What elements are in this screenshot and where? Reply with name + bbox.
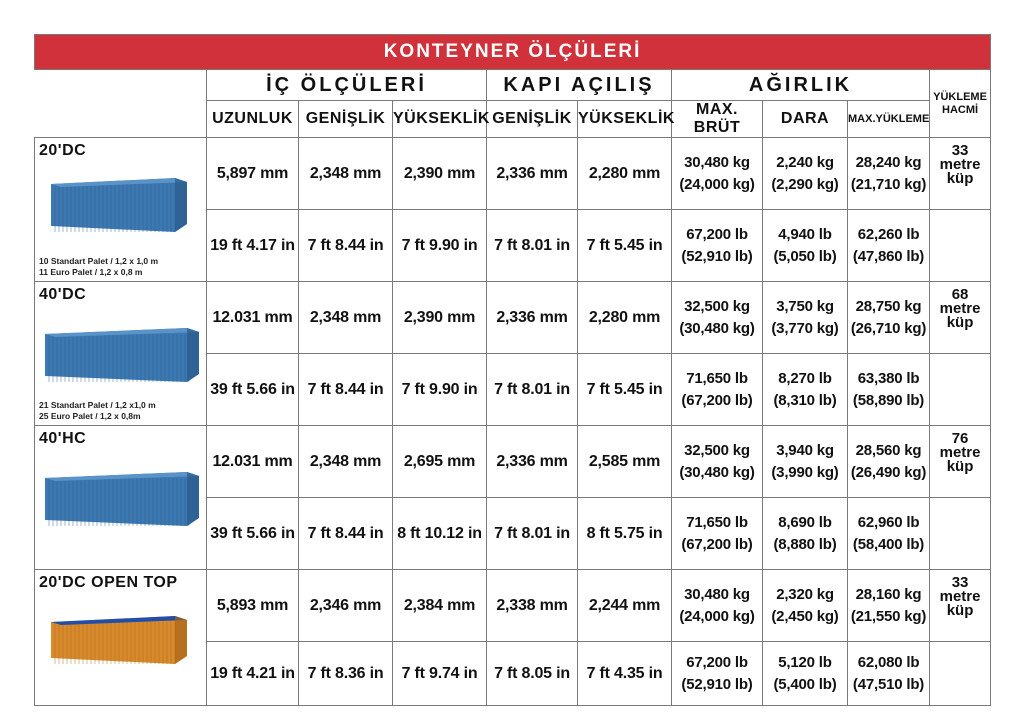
table-row-metric: [35, 570, 991, 642]
weight-value-secondary: (67,200 lb): [681, 535, 753, 553]
table-title: KONTEYNER ÖLÇÜLERİ: [35, 35, 991, 70]
dim-cell-genislik: 7 ft 8.44 in: [299, 210, 393, 282]
hacim-header-line1: YÜKLEME: [933, 90, 987, 103]
volume-cell: [930, 282, 991, 354]
weight-cell-max-yukleme: [848, 642, 930, 706]
volume-cell: [930, 570, 991, 642]
volume-cell: [930, 138, 991, 210]
weight-value: 2,320 kg: [776, 585, 834, 603]
dim-cell-yukseklik: 7 ft 9.90 in: [393, 354, 487, 426]
weight-cell-max-yukleme: [848, 426, 930, 498]
weight-cell-max-brut: [672, 138, 763, 210]
container-type-cell: [35, 282, 207, 426]
container-dimensions-sheet: [34, 34, 990, 706]
col-header-max-brut: MAX. BRÜT: [672, 101, 763, 138]
weight-value: 62,260 lb: [857, 225, 920, 243]
volume-number: 76: [951, 430, 969, 447]
container-name: 20'DC OPEN TOP: [39, 574, 178, 591]
weight-value: 2,240 kg: [776, 153, 834, 171]
weight-cell-max-yukleme: [848, 282, 930, 354]
container-type-cell: [35, 570, 207, 706]
weight-value-secondary: (2,290 kg): [771, 175, 839, 193]
weight-value: 5,120 lb: [778, 653, 832, 671]
dim-cell-yukseklik: 2,695 mm: [393, 426, 487, 498]
weight-cell-dara: [763, 642, 848, 706]
weight-value: 32,500 kg: [684, 441, 750, 459]
container-name: 20'DC: [39, 142, 87, 159]
pallet-line-standart: 10 Standart Palet / 1,2 x 1,0 m: [39, 256, 159, 266]
col-header-kapi-genislik: GENİŞLİK: [487, 101, 578, 138]
dim-cell-kapi-yukseklik: 2,280 mm: [578, 138, 672, 210]
weight-value: 30,480 kg: [684, 585, 750, 603]
weight-cell-max-yukleme: [848, 210, 930, 282]
weight-value: 4,940 lb: [778, 225, 832, 243]
pallet-info: [39, 400, 156, 422]
volume-number: 33: [951, 574, 969, 591]
volume-cell: [930, 498, 991, 570]
dim-cell-kapi-genislik: 7 ft 8.01 in: [487, 498, 578, 570]
group-header-kapi-acilis: KAPI AÇILIŞ: [487, 70, 672, 101]
group-header-ic-olculeri: İÇ ÖLÇÜLERİ: [207, 70, 487, 101]
container-illustration: [41, 598, 201, 676]
volume-unit-line1: metre: [939, 588, 981, 605]
dim-cell-kapi-yukseklik: 7 ft 5.45 in: [578, 354, 672, 426]
weight-cell-dara: [763, 210, 848, 282]
container-type-cell: [35, 138, 207, 282]
weight-value: 71,650 lb: [686, 369, 748, 387]
weight-value: 28,560 kg: [855, 441, 922, 459]
dim-cell-yukseklik: 2,390 mm: [393, 138, 487, 210]
weight-value: 3,750 kg: [776, 297, 834, 315]
volume-number: 68: [951, 286, 969, 303]
weight-value: 28,240 kg: [855, 153, 922, 171]
dim-cell-yukseklik: 7 ft 9.90 in: [393, 210, 487, 282]
dim-cell-yukseklik: 2,384 mm: [393, 570, 487, 642]
weight-cell-max-brut: [672, 282, 763, 354]
container-illustration: [41, 316, 201, 394]
weight-value-secondary: (47,510 lb): [852, 675, 925, 693]
dim-cell-kapi-yukseklik: 2,280 mm: [578, 282, 672, 354]
weight-value: 67,200 lb: [686, 653, 748, 671]
pallet-line-euro: 11 Euro Palet / 1,2 x 0,8 m: [39, 267, 143, 277]
dim-cell-kapi-yukseklik: 2,585 mm: [578, 426, 672, 498]
container-table: [34, 34, 991, 706]
weight-value-secondary: (30,480 kg): [679, 319, 755, 337]
weight-cell-max-yukleme: [848, 138, 930, 210]
weight-cell-max-brut: [672, 210, 763, 282]
dim-cell-kapi-genislik: 7 ft 8.01 in: [487, 354, 578, 426]
dim-cell-genislik: 7 ft 8.44 in: [299, 354, 393, 426]
dim-cell-uzunluk: 39 ft 5.66 in: [207, 498, 299, 570]
col-header-uzunluk: UZUNLUK: [207, 101, 299, 138]
pallet-info: [39, 256, 158, 278]
pallet-line-standart: 21 Standart Palet / 1,2 x1,0 m: [39, 400, 156, 410]
weight-value-secondary: (2,450 kg): [771, 607, 839, 625]
dim-cell-kapi-genislik: 7 ft 8.01 in: [487, 210, 578, 282]
weight-value: 32,500 kg: [684, 297, 750, 315]
weight-value-secondary: (5,050 lb): [773, 247, 837, 265]
dim-cell-uzunluk: 39 ft 5.66 in: [207, 354, 299, 426]
volume-unit-line2: küp: [946, 314, 974, 331]
weight-value: 30,480 kg: [684, 153, 750, 171]
weight-value: 8,270 lb: [778, 369, 832, 387]
dim-cell-kapi-genislik: 7 ft 8.05 in: [487, 642, 578, 706]
weight-cell-dara: [763, 570, 848, 642]
weight-value: 3,940 kg: [776, 441, 834, 459]
dim-cell-kapi-yukseklik: 2,244 mm: [578, 570, 672, 642]
col-header-dara: DARA: [763, 101, 848, 138]
table-row-metric: [35, 138, 991, 210]
weight-value: 63,380 lb: [857, 369, 920, 387]
dim-cell-genislik: 7 ft 8.44 in: [299, 498, 393, 570]
container-name: 40'DC: [39, 286, 87, 303]
volume-unit-line2: küp: [946, 458, 974, 475]
container-name: 40'HC: [39, 430, 87, 447]
weight-cell-max-yukleme: [848, 498, 930, 570]
dim-cell-uzunluk: 19 ft 4.17 in: [207, 210, 299, 282]
col-header-max-yukleme: MAX.YÜKLEME: [848, 101, 930, 138]
weight-value-secondary: (30,480 kg): [679, 463, 755, 481]
dim-cell-kapi-genislik: 2,336 mm: [487, 282, 578, 354]
dim-cell-uzunluk: 5,893 mm: [207, 570, 299, 642]
weight-value-secondary: (52,910 lb): [681, 247, 753, 265]
table-row-metric: [35, 282, 991, 354]
dim-cell-genislik: 2,348 mm: [299, 282, 393, 354]
weight-value: 62,960 lb: [857, 513, 920, 531]
col-header-genislik: GENİŞLİK: [299, 101, 393, 138]
volume-cell: [930, 354, 991, 426]
dim-cell-kapi-yukseklik: 7 ft 4.35 in: [578, 642, 672, 706]
volume-cell: [930, 642, 991, 706]
weight-value-secondary: (21,710 kg): [850, 175, 927, 193]
volume-unit-line1: metre: [939, 444, 981, 461]
weight-cell-dara: [763, 354, 848, 426]
weight-cell-dara: [763, 138, 848, 210]
dim-cell-genislik: 2,346 mm: [299, 570, 393, 642]
group-header-yukleme-hacmi: [930, 70, 991, 138]
dim-cell-kapi-yukseklik: 8 ft 5.75 in: [578, 498, 672, 570]
dim-cell-yukseklik: 2,390 mm: [393, 282, 487, 354]
group-header-agirlik: AĞIRLIK: [672, 70, 930, 101]
weight-value-secondary: (47,860 lb): [852, 247, 925, 265]
dim-cell-genislik: 2,348 mm: [299, 426, 393, 498]
weight-value-secondary: (5,400 lb): [773, 675, 837, 693]
weight-value-secondary: (8,880 lb): [773, 535, 837, 553]
dim-cell-yukseklik: 8 ft 10.12 in: [393, 498, 487, 570]
weight-cell-dara: [763, 426, 848, 498]
table-row-metric: [35, 426, 991, 498]
volume-unit-line2: küp: [946, 602, 974, 619]
weight-value-secondary: (3,770 kg): [771, 319, 839, 337]
dim-cell-uzunluk: 12.031 mm: [207, 282, 299, 354]
weight-value-secondary: (52,910 lb): [681, 675, 753, 693]
hacim-header-line2: HACMİ: [942, 103, 979, 116]
weight-cell-max-brut: [672, 354, 763, 426]
weight-value: 62,080 lb: [857, 653, 920, 671]
volume-number: 33: [951, 142, 969, 159]
weight-value-secondary: (24,000 kg): [679, 607, 755, 625]
weight-value-secondary: (58,890 lb): [852, 391, 925, 409]
weight-value: 71,650 lb: [686, 513, 748, 531]
weight-cell-max-brut: [672, 426, 763, 498]
weight-value-secondary: (3,990 kg): [771, 463, 839, 481]
dim-cell-yukseklik: 7 ft 9.74 in: [393, 642, 487, 706]
weight-value-secondary: (26,490 kg): [850, 463, 927, 481]
dim-cell-genislik: 2,348 mm: [299, 138, 393, 210]
weight-cell-max-yukleme: [848, 354, 930, 426]
weight-cell-dara: [763, 282, 848, 354]
volume-cell: [930, 426, 991, 498]
volume-unit-line1: metre: [939, 300, 981, 317]
col-header-yukseklik: YÜKSEKLİK: [393, 101, 487, 138]
dim-cell-uzunluk: 5,897 mm: [207, 138, 299, 210]
container-illustration: [41, 460, 201, 538]
volume-unit-line2: küp: [946, 170, 974, 187]
weight-value-secondary: (21,550 kg): [850, 607, 927, 625]
dim-cell-kapi-yukseklik: 7 ft 5.45 in: [578, 210, 672, 282]
volume-unit-line1: metre: [939, 156, 981, 173]
weight-cell-dara: [763, 498, 848, 570]
col-header-kapi-yukseklik: YÜKSEKLİK: [578, 101, 672, 138]
dim-cell-uzunluk: 19 ft 4.21 in: [207, 642, 299, 706]
weight-cell-max-brut: [672, 642, 763, 706]
weight-value-secondary: (26,710 kg): [850, 319, 927, 337]
weight-value: 8,690 lb: [778, 513, 832, 531]
corner-blank: [35, 70, 207, 138]
weight-value: 28,750 kg: [855, 297, 922, 315]
container-illustration: [41, 166, 201, 244]
dim-cell-kapi-genislik: 2,338 mm: [487, 570, 578, 642]
pallet-line-euro: 25 Euro Palet / 1,2 x 0,8m: [39, 411, 141, 421]
volume-cell: [930, 210, 991, 282]
weight-cell-max-yukleme: [848, 570, 930, 642]
dim-cell-kapi-genislik: 2,336 mm: [487, 426, 578, 498]
weight-value-secondary: (67,200 lb): [681, 391, 753, 409]
weight-value-secondary: (8,310 lb): [773, 391, 837, 409]
dim-cell-kapi-genislik: 2,336 mm: [487, 138, 578, 210]
weight-value: 67,200 lb: [686, 225, 748, 243]
container-type-cell: [35, 426, 207, 570]
weight-value-secondary: (24,000 kg): [679, 175, 755, 193]
dim-cell-genislik: 7 ft 8.36 in: [299, 642, 393, 706]
weight-value: 28,160 kg: [855, 585, 922, 603]
weight-value-secondary: (58,400 lb): [852, 535, 925, 553]
weight-cell-max-brut: [672, 498, 763, 570]
weight-cell-max-brut: [672, 570, 763, 642]
dim-cell-uzunluk: 12.031 mm: [207, 426, 299, 498]
